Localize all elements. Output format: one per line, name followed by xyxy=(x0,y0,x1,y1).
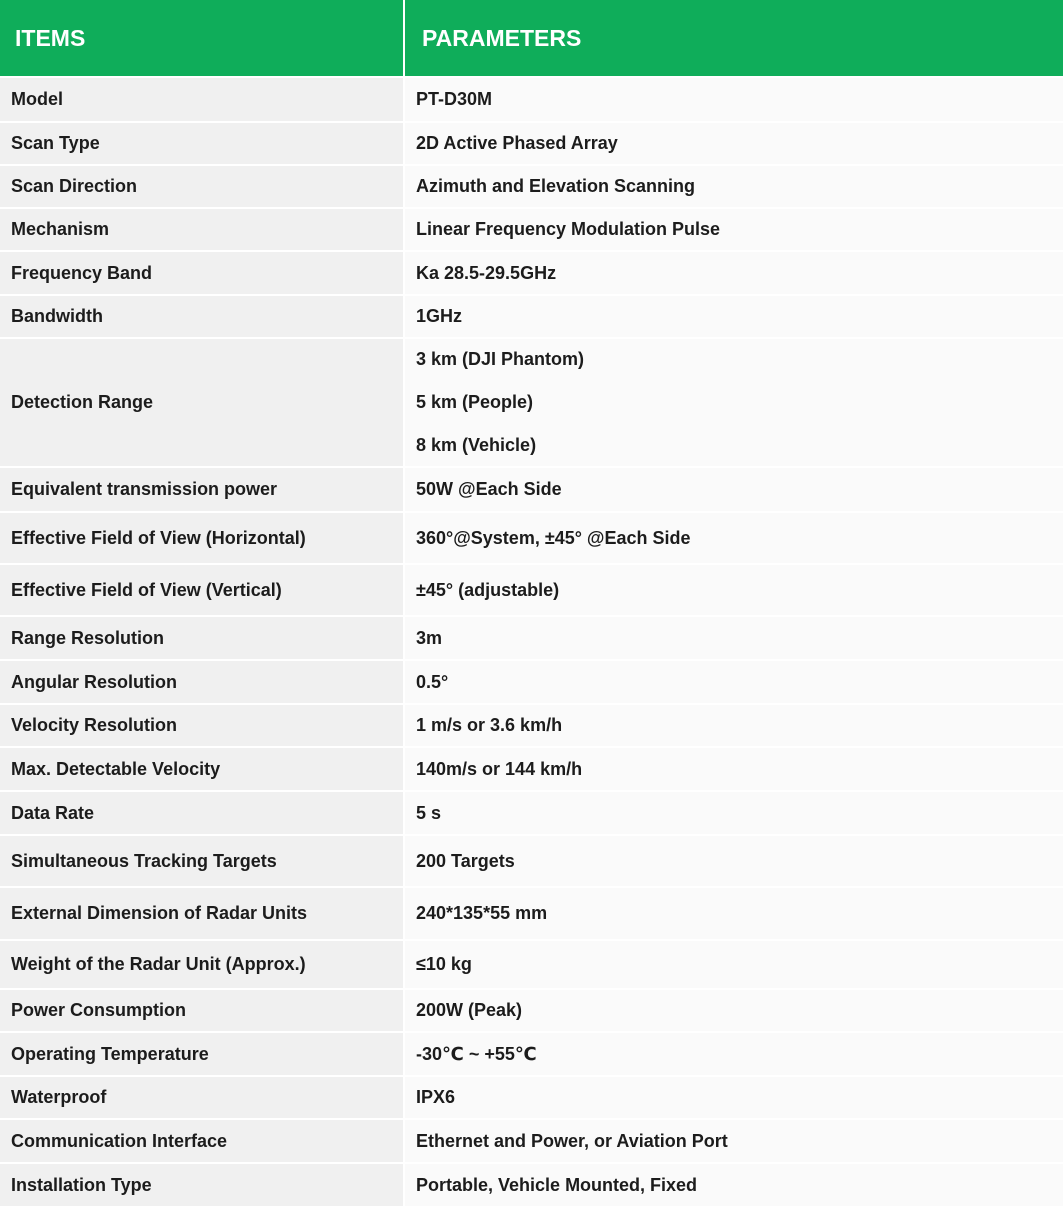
table-row xyxy=(0,565,1063,617)
param-value: IPX6 xyxy=(405,1077,1063,1118)
param-value: ≤10 kg xyxy=(405,941,1063,988)
item-label: Effective Field of View (Horizontal) xyxy=(0,513,405,563)
item-label: Data Rate xyxy=(0,792,405,834)
item-label: Frequency Band xyxy=(0,252,405,294)
item-label: Model xyxy=(0,78,405,121)
table-row xyxy=(0,990,1063,1033)
table-row xyxy=(0,166,1063,209)
item-label: Angular Resolution xyxy=(0,661,405,703)
item-label: Simultaneous Tracking Targets xyxy=(0,836,405,886)
param-value: 3m xyxy=(405,617,1063,659)
param-value: 200 Targets xyxy=(405,836,1063,886)
param-value: Portable, Vehicle Mounted, Fixed xyxy=(405,1164,1063,1206)
table-row xyxy=(0,941,1063,990)
param-value: 360°@System, ±45° @Each Side xyxy=(405,513,1063,563)
item-label: Detection Range xyxy=(0,339,405,466)
table-row xyxy=(0,1033,1063,1077)
item-label: Velocity Resolution xyxy=(0,705,405,746)
table-row xyxy=(0,123,1063,166)
param-value: -30℃ ~ +55℃ xyxy=(405,1033,1063,1075)
table-row xyxy=(0,661,1063,705)
table-row xyxy=(0,78,1063,123)
param-value: ±45° (adjustable) xyxy=(405,565,1063,615)
item-label: Max. Detectable Velocity xyxy=(0,748,405,790)
table-row xyxy=(0,513,1063,565)
table-row xyxy=(0,617,1063,661)
table-row xyxy=(0,468,1063,513)
param-value: 5 km (People) xyxy=(416,392,534,412)
table-row xyxy=(0,792,1063,836)
table-row xyxy=(0,836,1063,888)
table-row xyxy=(0,1077,1063,1120)
header-parameters: PARAMETERS xyxy=(405,0,1063,76)
item-label: Equivalent transmission power xyxy=(0,468,405,511)
table-row xyxy=(0,296,1063,339)
item-label: Bandwidth xyxy=(0,296,405,337)
item-label: Waterproof xyxy=(0,1077,405,1118)
item-label: Scan Direction xyxy=(0,166,405,207)
param-value: 2D Active Phased Array xyxy=(405,123,1063,164)
table-row xyxy=(0,888,1063,941)
table-row xyxy=(0,339,1063,468)
item-label: Weight of the Radar Unit (Approx.) xyxy=(0,941,405,988)
param-value: Linear Frequency Modulation Pulse xyxy=(405,209,1063,250)
table-row xyxy=(0,1164,1063,1208)
param-value: 200W (Peak) xyxy=(405,990,1063,1031)
param-value: 1 m/s or 3.6 km/h xyxy=(405,705,1063,746)
param-value: PT-D30M xyxy=(405,78,1063,121)
param-value: 140m/s or 144 km/h xyxy=(405,748,1063,790)
table-row xyxy=(0,748,1063,792)
item-label: Power Consumption xyxy=(0,990,405,1031)
item-label: Scan Type xyxy=(0,123,405,164)
table-row xyxy=(0,705,1063,748)
item-label: Installation Type xyxy=(0,1164,405,1206)
param-value: Ethernet and Power, or Aviation Port xyxy=(405,1120,1063,1162)
param-value: 0.5° xyxy=(405,661,1063,703)
header-items: ITEMS xyxy=(0,0,405,76)
table-row xyxy=(0,209,1063,252)
table-row xyxy=(0,1120,1063,1164)
param-value: 3 km (DJI Phantom) xyxy=(416,349,585,369)
item-label: Range Resolution xyxy=(0,617,405,659)
table-row xyxy=(0,252,1063,296)
param-value: Azimuth and Elevation Scanning xyxy=(405,166,1063,207)
item-label: Communication Interface xyxy=(0,1120,405,1162)
item-label: Effective Field of View (Vertical) xyxy=(0,565,405,615)
param-value: 1GHz xyxy=(405,296,1063,337)
table-header xyxy=(0,0,1063,78)
param-value: 50W @Each Side xyxy=(405,468,1063,511)
param-value: 240*135*55 mm xyxy=(405,888,1063,939)
param-value: Ka 28.5-29.5GHz xyxy=(405,252,1063,294)
param-value: 5 s xyxy=(405,792,1063,834)
item-label: External Dimension of Radar Units xyxy=(0,888,405,939)
param-value-list xyxy=(405,339,1063,466)
item-label: Mechanism xyxy=(0,209,405,250)
item-label: Operating Temperature xyxy=(0,1033,405,1075)
param-value: 8 km (Vehicle) xyxy=(416,435,537,455)
